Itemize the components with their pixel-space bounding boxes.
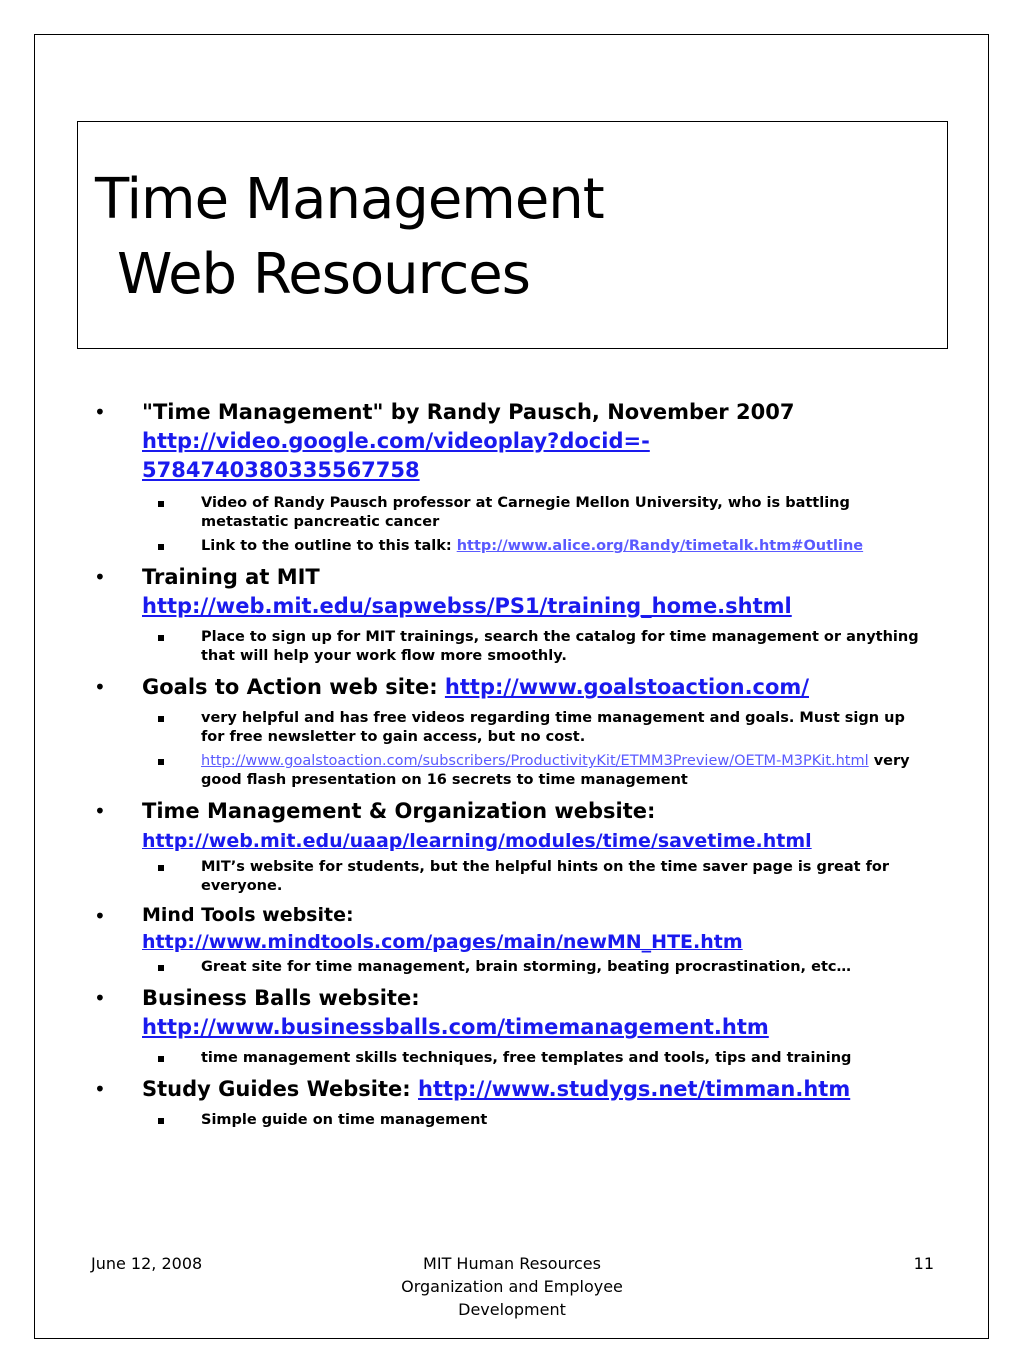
bullet-dot: • xyxy=(94,400,106,424)
page-title-line-2: Web Resources xyxy=(117,242,530,307)
item-link[interactable]: http://www.studygs.net/timman.htm xyxy=(418,1077,851,1101)
sub-item-text: MIT’s website for students, but the helpful hints on the time saver page is great for everyone. xyxy=(201,859,890,894)
bullet-dot: • xyxy=(94,986,106,1010)
page-title-line-1: Time Management xyxy=(95,167,604,232)
sub-item-text: Great site for time management, brain storming, beating procrastination, etc… xyxy=(201,959,851,975)
item-heading: Business Balls website: http://www.businessballs.com/timemanagement.htm xyxy=(142,986,769,1039)
bullet-dot: • xyxy=(94,904,106,928)
sub-item-text: http://www.goalstoaction.com/subscribers/ProductivityKit/ETMM3Preview/OETM-M3PKit.html very good flash presentation on 16 secrets to time management xyxy=(201,753,910,788)
page-number: 11 xyxy=(913,1254,934,1273)
item-link[interactable]: http://web.mit.edu/uaap/learning/modules/time/savetime.html xyxy=(142,830,812,852)
item-heading: Goals to Action web site: http://www.goalstoaction.com/ xyxy=(142,675,809,699)
bullet-dot: • xyxy=(94,799,106,823)
sub-item-text: Link to the outline to this talk: http://www.alice.org/Randy/timetalk.htm#Outline xyxy=(201,538,864,554)
square-bullet xyxy=(158,1118,164,1124)
title-box xyxy=(77,121,948,349)
sub-item-text: time management skills techniques, free templates and tools, tips and training xyxy=(201,1050,852,1066)
item-heading: "Time Management" by Randy Pausch, November 2007 http://video.google.com/videoplay?docid=- 5784740380335567758 xyxy=(142,400,795,482)
item-heading: Training at MIT http://web.mit.edu/sapwebss/PS1/training_home.shtml xyxy=(142,565,792,618)
bullet-dot: • xyxy=(94,565,106,589)
item-link[interactable]: http://web.mit.edu/sapwebss/PS1/training_home.shtml xyxy=(142,594,792,618)
square-bullet xyxy=(158,865,164,871)
sub-item-text: Place to sign up for MIT trainings, search the catalog for time management or anything that will help your work flow more smoothly. xyxy=(201,629,919,664)
square-bullet xyxy=(158,759,164,765)
sub-item-text: Video of Randy Pausch professor at Carnegie Mellon University, who is battling metastatic pancreatic cancer xyxy=(201,495,850,530)
item-link[interactable]: http://www.mindtools.com/pages/main/newMN_HTE.htm xyxy=(142,931,743,953)
footer-organization: MIT Human Resources Organization and Employee Development xyxy=(401,1254,623,1319)
outline-link[interactable]: http://www.alice.org/Randy/timetalk.htm#Outline xyxy=(456,538,864,554)
presentation-link[interactable]: http://www.goalstoaction.com/subscribers/ProductivityKit/ETMM3Preview/OETM-M3PKit.html xyxy=(201,753,869,769)
square-bullet xyxy=(158,965,164,971)
square-bullet xyxy=(158,544,164,550)
footer-date: June 12, 2008 xyxy=(91,1254,203,1273)
item-heading: Study Guides Website: http://www.studygs.net/timman.htm xyxy=(142,1077,851,1101)
square-bullet xyxy=(158,635,164,641)
sub-item-text: Simple guide on time management xyxy=(201,1112,488,1128)
item-heading: Time Management & Organization website: http://web.mit.edu/uaap/learning/modules/time/savetime.html xyxy=(142,799,812,852)
item-heading: Mind Tools website: http://www.mindtools.com/pages/main/newMN_HTE.htm xyxy=(142,904,743,953)
item-link[interactable]: http://www.businessballs.com/timemanagement.htm xyxy=(142,1015,769,1039)
sub-item-text: very helpful and has free videos regarding time management and goals. Must sign up for free newsletter to gain access, but no cost. xyxy=(201,710,905,745)
square-bullet xyxy=(158,1056,164,1062)
item-link[interactable]: http://www.goalstoaction.com/ xyxy=(444,675,809,699)
bullet-dot: • xyxy=(94,1077,106,1101)
square-bullet xyxy=(158,716,164,722)
bullet-dot: • xyxy=(94,675,106,699)
item-link[interactable]: http://video.google.com/videoplay?docid=- 5784740380335567758 xyxy=(142,429,650,482)
square-bullet xyxy=(158,501,164,507)
